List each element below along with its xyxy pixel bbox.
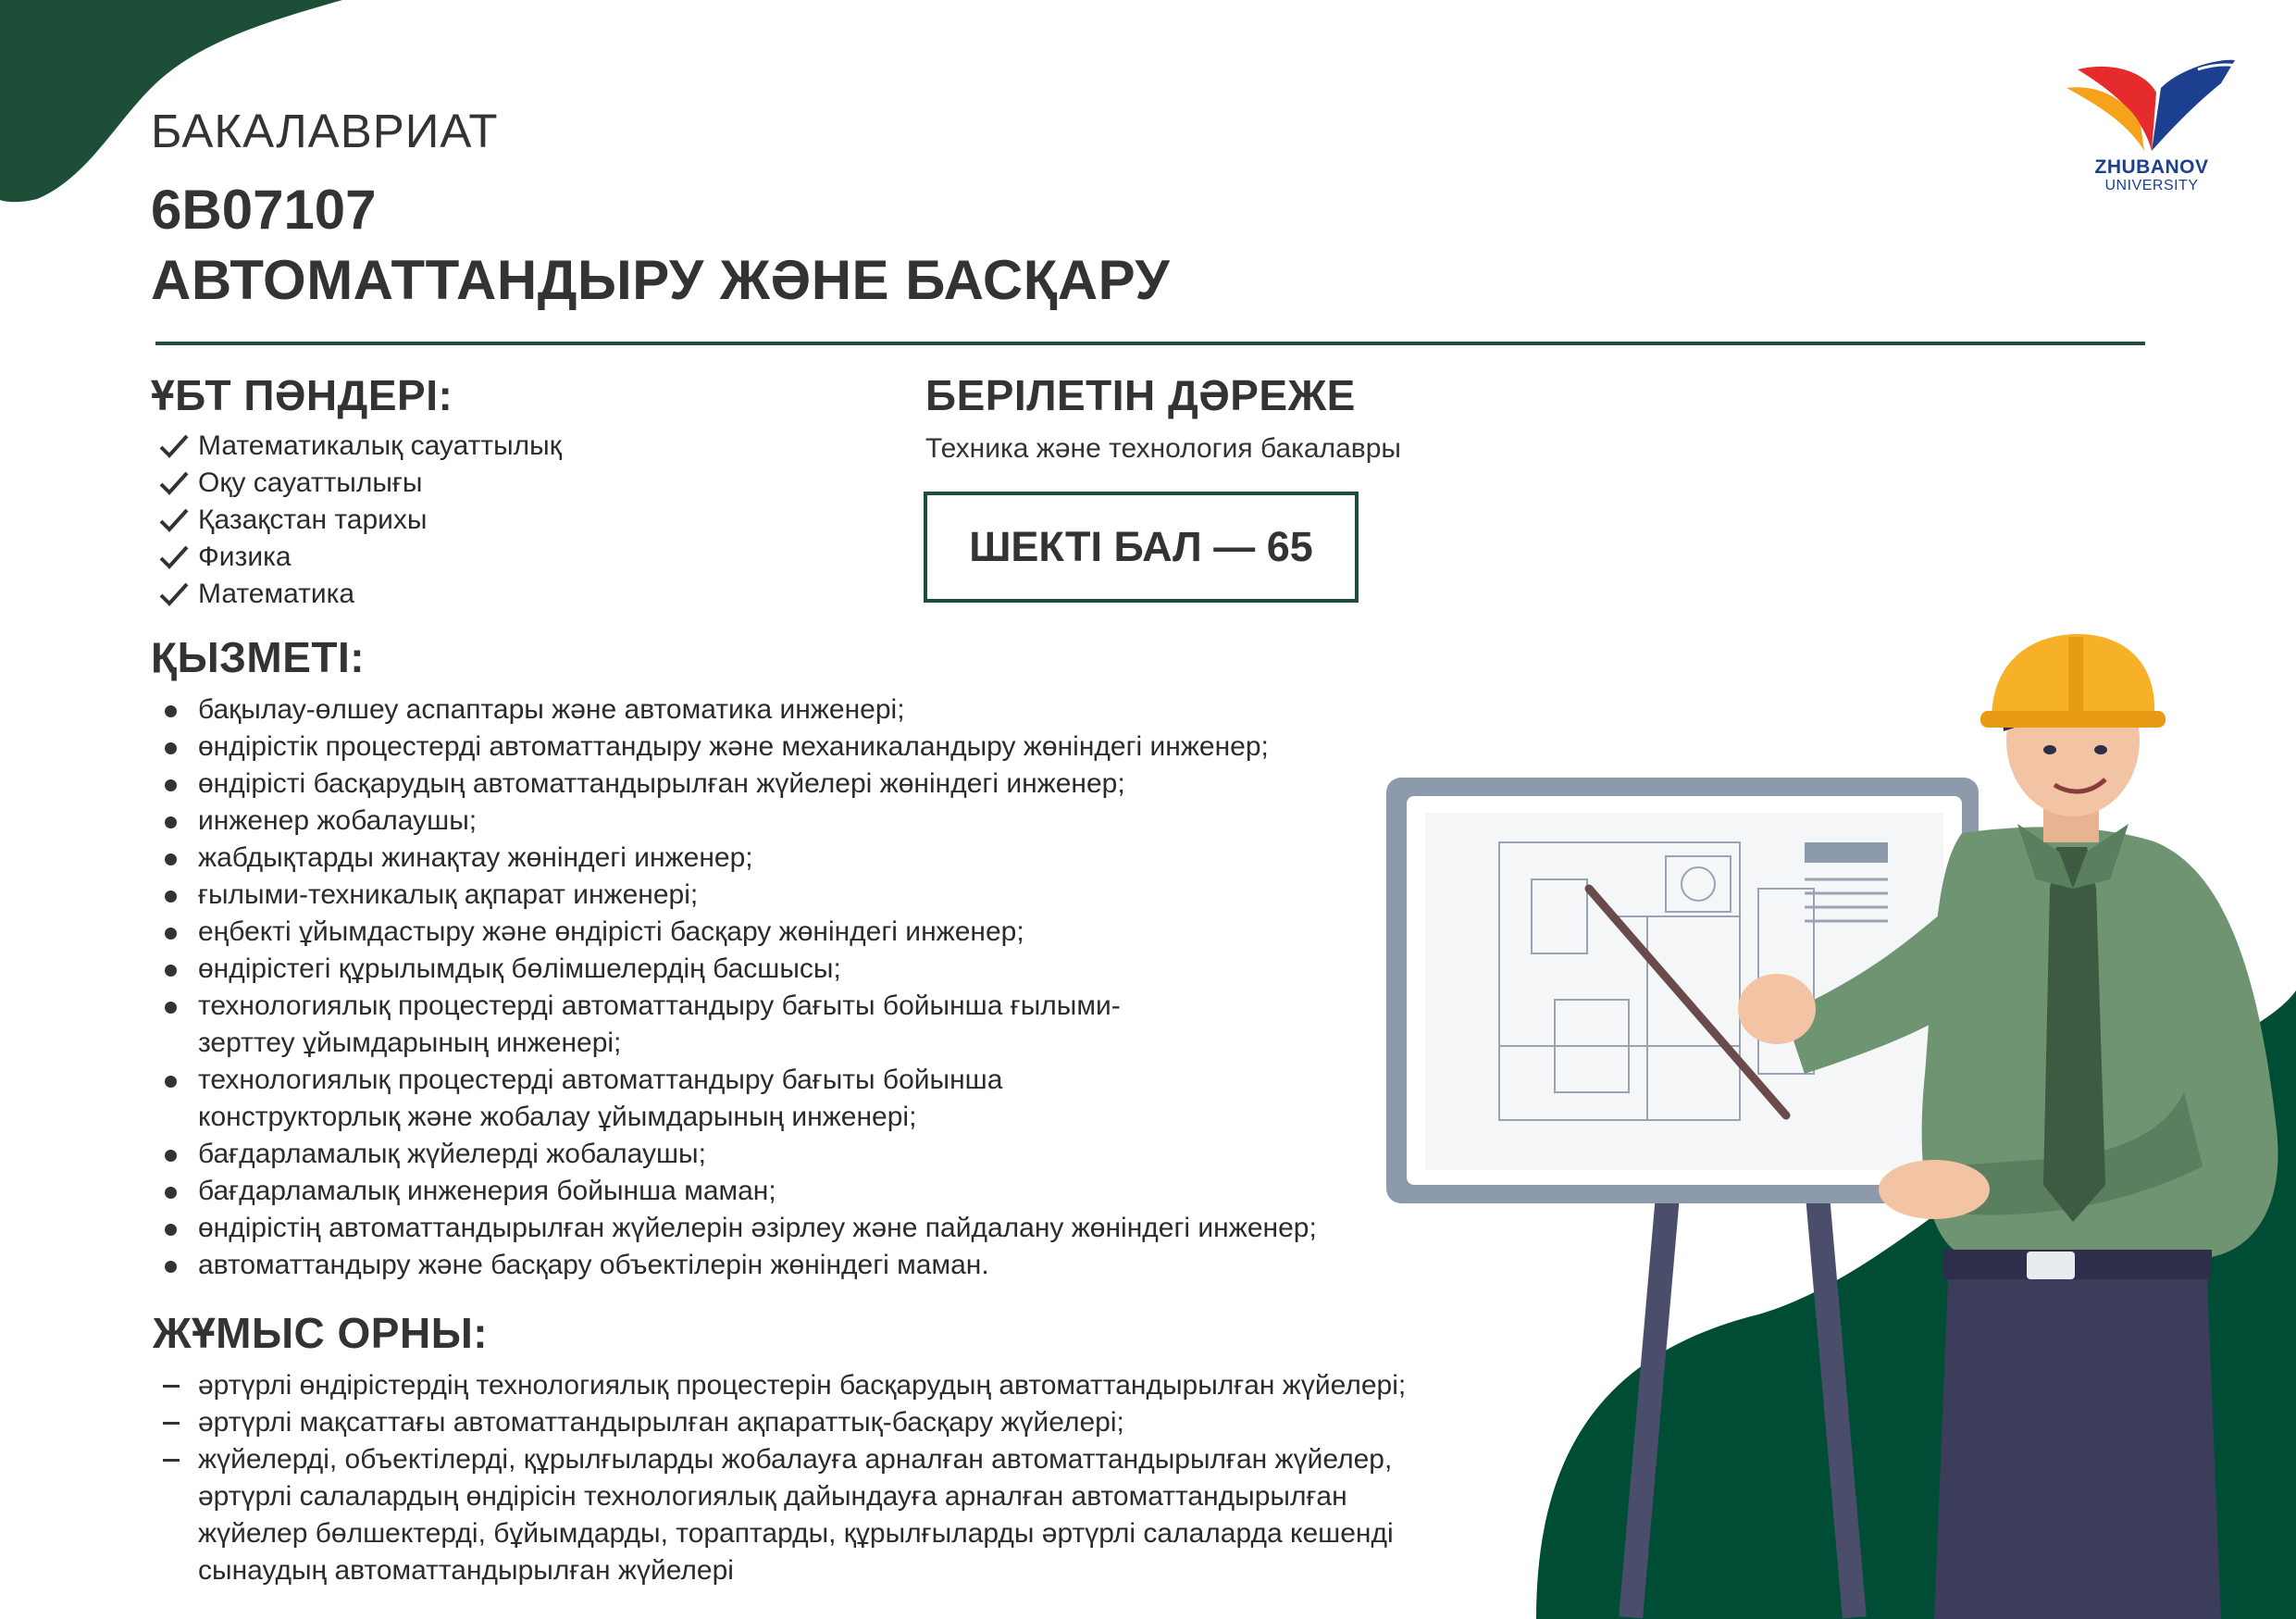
workplace-title: ЖҰМЫС ОРНЫ: bbox=[153, 1309, 489, 1357]
list-item bbox=[159, 1062, 1198, 1136]
duties-list bbox=[159, 691, 1501, 1284]
duty-text: ғылыми-техникалық ақпарат инженері; bbox=[198, 879, 699, 910]
checkmark-icon bbox=[157, 469, 191, 497]
bullet-icon bbox=[165, 779, 177, 791]
workplace-text: әртүрлі өндірістердің технологиялық процестерін басқарудың автоматтандырылған жүйелері; bbox=[198, 1370, 1407, 1401]
list-item bbox=[157, 428, 562, 465]
program-code: 6B07107 bbox=[151, 179, 377, 241]
duty-text: автоматтандыру және басқару объектілерін жөніндегі маман. bbox=[198, 1250, 989, 1280]
list-item bbox=[159, 729, 1501, 766]
logo-emblem-icon bbox=[2059, 51, 2244, 155]
logo-line1: ZHUBANOV bbox=[2094, 156, 2209, 178]
list-item bbox=[159, 951, 1501, 988]
bullet-icon bbox=[165, 742, 177, 754]
checkmark-icon bbox=[157, 506, 191, 534]
education-level: БАКАЛАВРИАТ bbox=[151, 105, 499, 157]
bullet-icon bbox=[165, 705, 177, 717]
dash-icon bbox=[163, 1422, 180, 1425]
duty-text: инженер жобалаушы; bbox=[198, 805, 478, 836]
ubt-subjects-title: ҰБТ ПӘНДЕРІ: bbox=[151, 371, 453, 419]
logo-line2: UNIVERSITY bbox=[2104, 178, 2199, 193]
duty-text: бағдарламалық инженерия бойынша маман; bbox=[198, 1176, 776, 1206]
list-item bbox=[159, 914, 1501, 951]
list-item bbox=[159, 803, 1501, 840]
list-item bbox=[159, 766, 1501, 803]
checkmark-icon bbox=[157, 543, 191, 571]
duty-text: жабдықтарды жинақтау жөніндегі инженер; bbox=[198, 842, 753, 873]
university-logo bbox=[2059, 51, 2244, 199]
degree-title: БЕРІЛЕТІН ДӘРЕЖЕ bbox=[925, 371, 1356, 419]
list-item bbox=[157, 539, 562, 576]
threshold-score-box bbox=[924, 492, 1359, 603]
ubt-subject-label: Математика bbox=[198, 579, 355, 609]
degree-value: Техника және технология бакалавры bbox=[925, 433, 1401, 464]
list-item bbox=[157, 502, 562, 539]
list-item bbox=[159, 691, 1501, 729]
list-item bbox=[159, 1136, 1501, 1173]
duty-text: еңбекті ұйымдастыру және өндірісті басқару жөніндегі инженер; bbox=[198, 916, 1024, 947]
bullet-icon bbox=[165, 1261, 177, 1273]
bullet-icon bbox=[165, 1187, 177, 1199]
duty-text: технологиялық процестерді автоматтандыру бағыты бойынша конструкторлық және жобалау ұйымдарының инженері; bbox=[198, 1065, 1003, 1132]
duty-text: технологиялық процестерді автоматтандыру бағыты бойынша ғылыми-зерттеу ұйымдарының инженері; bbox=[198, 990, 1121, 1058]
bullet-icon bbox=[165, 890, 177, 903]
engineer-illustration bbox=[1370, 611, 2296, 1619]
bullet-icon bbox=[165, 1076, 177, 1088]
ubt-subject-label: Оқу сауаттылығы bbox=[198, 467, 423, 498]
duty-text: өндірістегі құрылымдық бөлімшелердің басшысы; bbox=[198, 953, 841, 984]
header-divider bbox=[155, 342, 2145, 345]
list-item bbox=[159, 1210, 1501, 1247]
ubt-subject-label: Қазақстан тарихы bbox=[198, 504, 428, 535]
ubt-subject-label: Физика bbox=[198, 542, 292, 572]
program-title: АВТОМАТТАНДЫРУ ЖӘНЕ БАСҚАРУ bbox=[151, 249, 1171, 311]
workplace-text: әртүрлі мақсаттағы автоматтандырылған ақпараттық-басқару жүйелері; bbox=[198, 1407, 1124, 1438]
list-item bbox=[159, 988, 1198, 1062]
bullet-icon bbox=[165, 816, 177, 828]
list-item bbox=[159, 877, 1501, 914]
corner-decoration bbox=[0, 0, 352, 204]
ubt-subjects-list bbox=[157, 428, 562, 613]
dash-icon bbox=[163, 1459, 180, 1462]
list-item bbox=[159, 1247, 1501, 1284]
checkmark-icon bbox=[157, 432, 191, 460]
bullet-icon bbox=[165, 1224, 177, 1236]
bullet-icon bbox=[165, 1002, 177, 1014]
dash-icon bbox=[163, 1385, 180, 1388]
bullet-icon bbox=[165, 965, 177, 977]
ubt-subject-label: Математикалық сауаттылық bbox=[198, 430, 562, 461]
list-item bbox=[159, 1441, 1438, 1589]
bullet-icon bbox=[165, 928, 177, 940]
workplace-text: жүйелерді, объектілерді, құрылғыларды жобалауға арналған автоматтандырылған жүйелер, әртүрлі салалардың өндірісін технологиялық дайындауға арналған автоматтандырылған жүйелер бөлшектерді, бұйымдарды, тораптарды, құрылғыларды әртүрлі салаларда кешенді сынаудың автоматтандырылған жүйелері bbox=[198, 1444, 1394, 1586]
duty-text: бақылау-өлшеу аспаптары және автоматика инженері; bbox=[198, 694, 905, 725]
duty-text: өндірістің автоматтандырылған жүйелерін әзірлеу және пайдалану жөніндегі инженер; bbox=[198, 1213, 1317, 1243]
bullet-icon bbox=[165, 853, 177, 866]
list-item bbox=[159, 840, 1501, 877]
duty-text: өндірістік процестерді автоматтандыру және механикаландыру жөніндегі инженер; bbox=[198, 731, 1269, 762]
duty-text: өндірісті басқарудың автоматтандырылған жүйелері жөніндегі инженер; bbox=[198, 768, 1125, 799]
duties-title: ҚЫЗМЕТІ: bbox=[151, 633, 366, 681]
list-item bbox=[157, 465, 562, 502]
duty-text: бағдарламалық жүйелерді жобалаушы; bbox=[198, 1139, 706, 1169]
list-item bbox=[157, 576, 562, 613]
checkmark-icon bbox=[157, 580, 191, 608]
bullet-icon bbox=[165, 1150, 177, 1162]
list-item bbox=[159, 1173, 1501, 1210]
threshold-score-label: ШЕКТІ БАЛ — 65 bbox=[969, 523, 1313, 570]
